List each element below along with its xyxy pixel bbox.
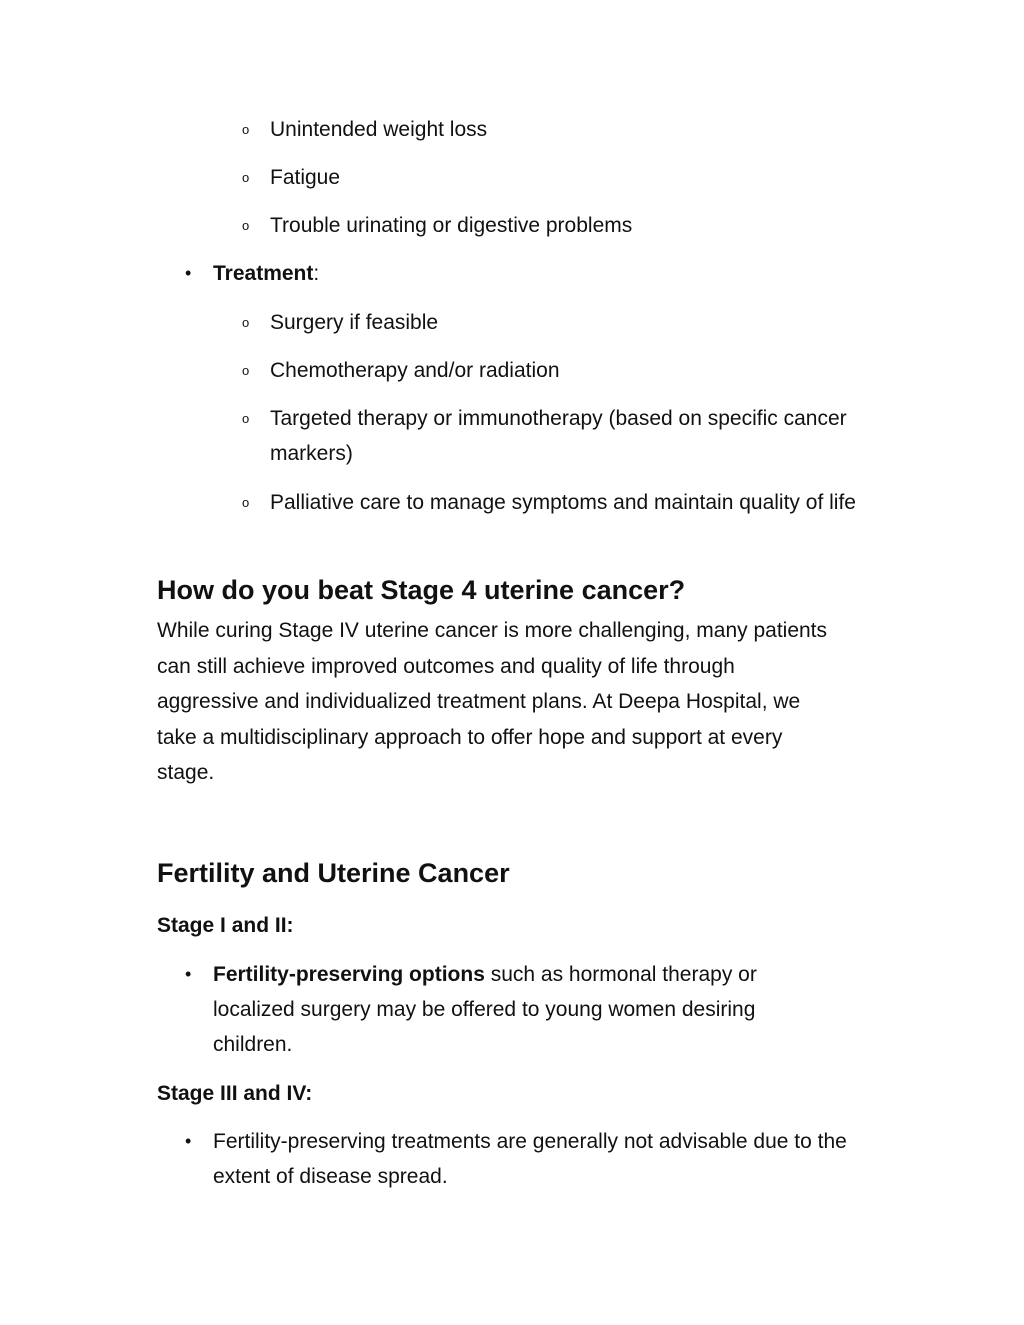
stage-late-label: Stage III and IV: <box>157 1082 313 1105</box>
symptom-item <box>242 208 870 243</box>
sub-bullet-marker: o <box>242 363 250 378</box>
symptom-item <box>242 112 870 147</box>
treatment-text: Surgery if feasible <box>270 311 439 334</box>
sub-bullet-marker: o <box>242 411 250 426</box>
stage-early-label: Stage I and II: <box>157 914 294 937</box>
beat-paragraph: While curing Stage IV uterine cancer is more challenging, many patients can still achieve improved outcomes and quality of life through aggressive and individualized treatment plans. At Deepa Hospital, we take a multidisciplinary approach to offer hope and support at every stage. <box>157 619 828 784</box>
section-heading-beat: How do you beat Stage 4 uterine cancer? <box>157 575 686 605</box>
symptom-text: Trouble urinating or digestive problems <box>270 214 633 237</box>
section-heading-fertility: Fertility and Uterine Cancer <box>157 858 510 888</box>
treatment-item <box>242 353 870 388</box>
bullet-marker: • <box>185 263 192 283</box>
bullet-marker: • <box>185 1131 192 1151</box>
treatment-item <box>242 401 855 471</box>
fertility-options-text: such as hormonal therapy or localized surgery may be offered to young women desiring children. <box>213 963 757 1056</box>
symptom-text: Fatigue <box>270 166 341 189</box>
treatment-text: Targeted therapy or immunotherapy (based on specific cancer markers) <box>270 407 847 465</box>
sub-bullet-marker: o <box>242 315 250 330</box>
treatment-text: Chemotherapy and/or radiation <box>270 359 560 382</box>
fertility-late-bullet <box>185 1124 863 1194</box>
sub-bullet-marker: o <box>242 495 250 510</box>
sub-bullet-marker: o <box>242 218 250 233</box>
symptom-item <box>242 160 870 195</box>
bullet-marker: • <box>185 964 192 984</box>
treatment-bullet <box>185 256 873 291</box>
sub-bullet-marker: o <box>242 170 250 185</box>
fertility-early-bullet <box>185 957 833 1062</box>
sub-bullet-marker: o <box>242 122 250 137</box>
fertility-late-text: Fertility-preserving treatments are generally not advisable due to the extent of disease spread. <box>213 1130 847 1188</box>
symptom-text: Unintended weight loss <box>270 118 488 141</box>
treatment-label: Treatment <box>213 262 314 285</box>
treatment-item <box>242 485 870 520</box>
treatment-text: Palliative care to manage symptoms and maintain quality of life <box>270 491 856 514</box>
fertility-options-bold: Fertility-preserving options <box>213 963 485 986</box>
treatment-item <box>242 305 870 340</box>
treatment-colon: : <box>313 262 320 285</box>
